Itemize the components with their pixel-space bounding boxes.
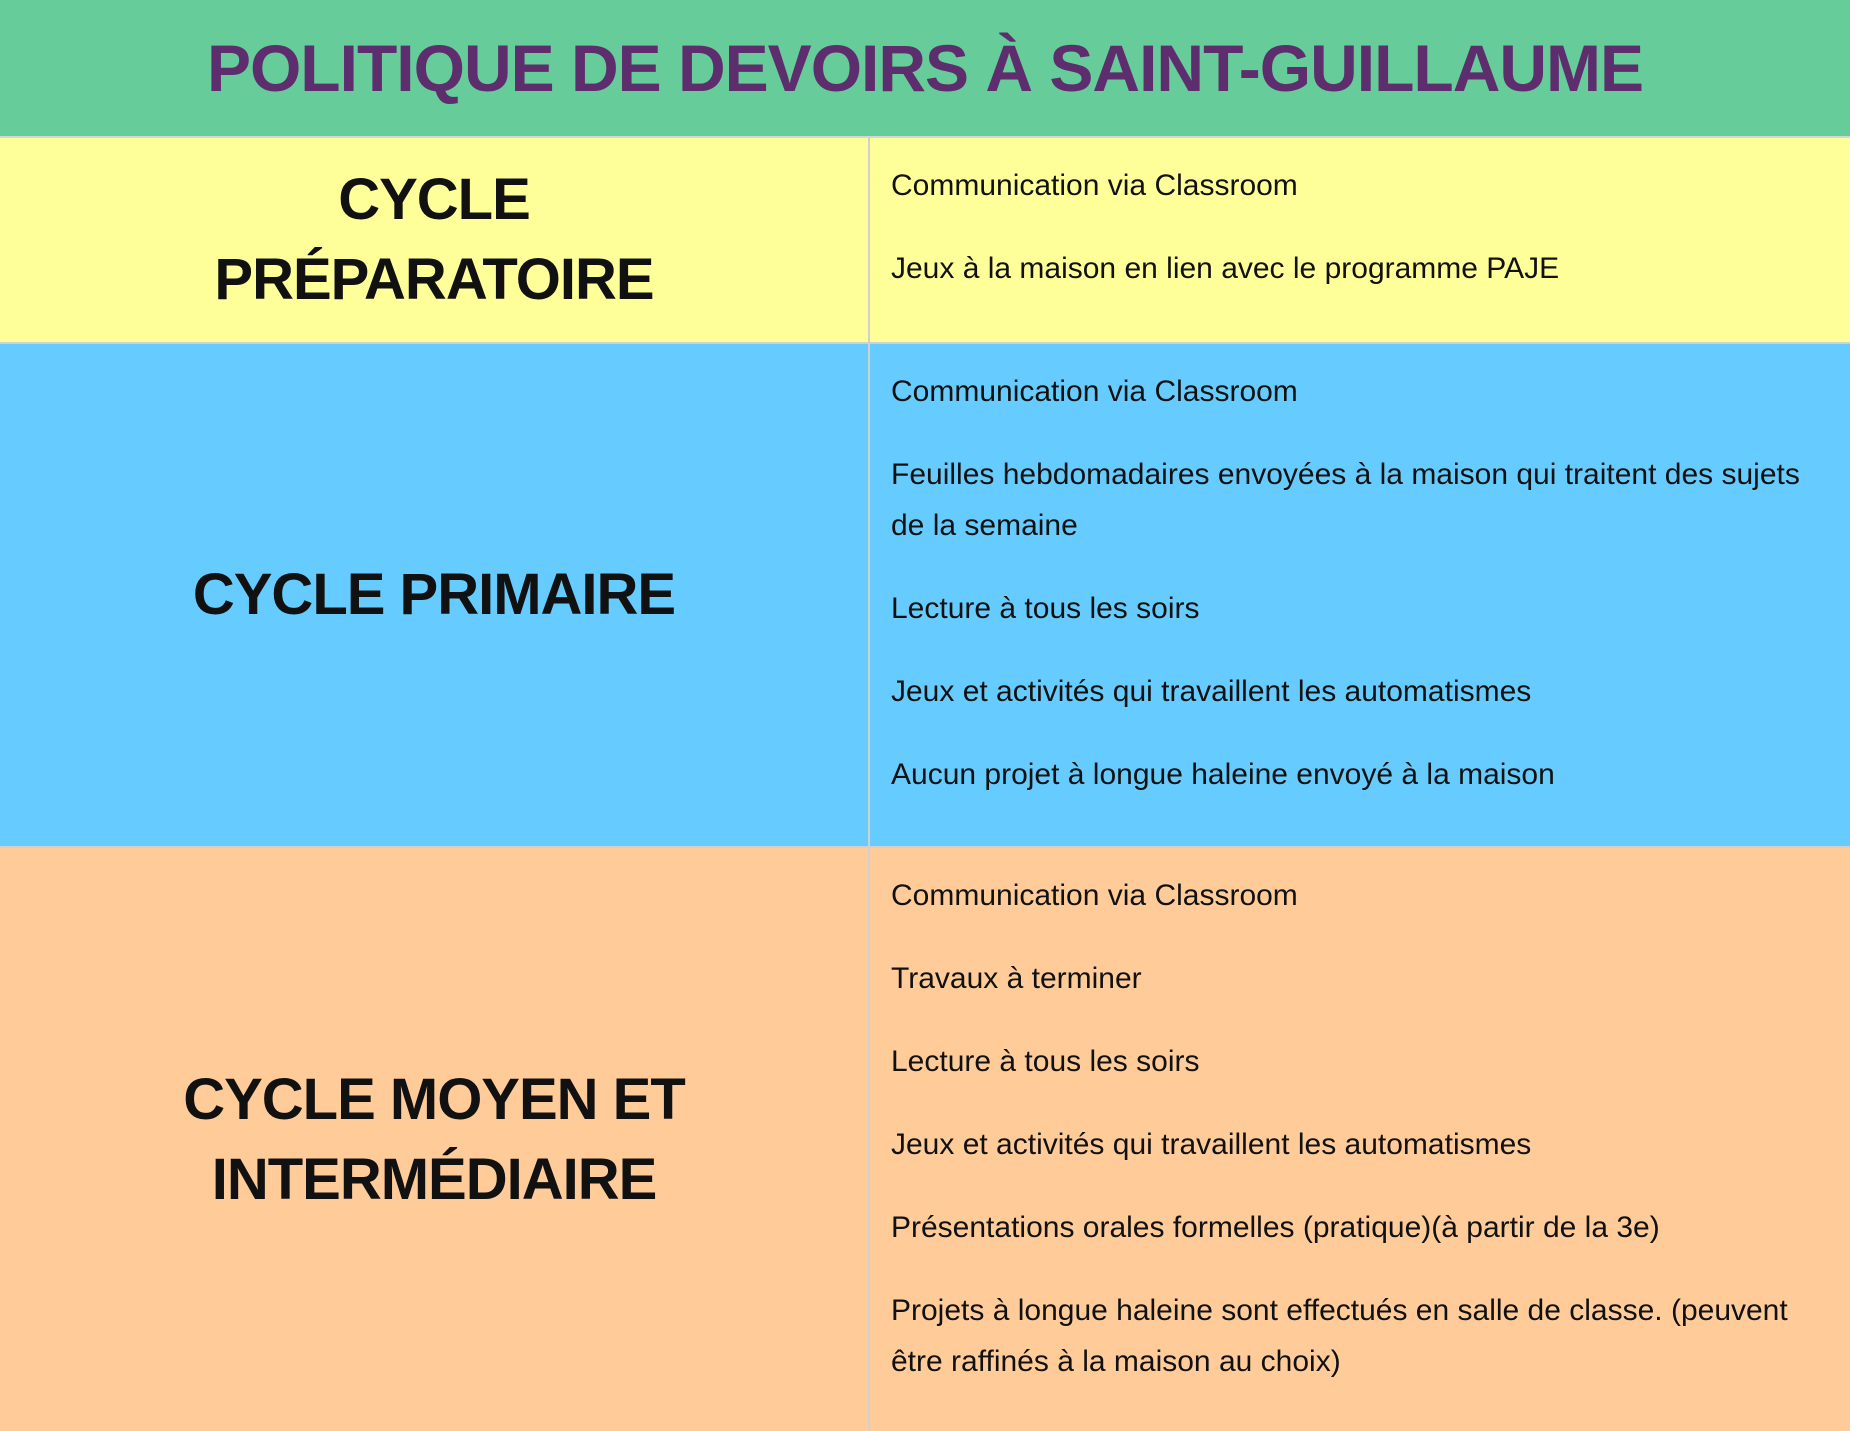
- list-item: Communication via Classroom: [891, 879, 1298, 912]
- list-item: Jeux à la maison en lien avec le programme PAJE: [891, 252, 1560, 285]
- cycle-name: CYCLE PRÉPARATOIRE: [214, 167, 654, 312]
- cycle-row-primaire: [0, 344, 1850, 848]
- cycle-items-list: [891, 366, 1830, 800]
- page-title: POLITIQUE DE DEVOIRS À SAINT-GUILLAUME: [206, 31, 1644, 105]
- list-item: Feuilles hebdomadaires envoyées à la maison qui traitent des sujets de la semaine: [891, 458, 1800, 542]
- cycle-name: CYCLE MOYEN ET INTERMÉDIAIRE: [183, 1066, 685, 1212]
- list-item: Jeux et activités qui travaillent les automatismes: [891, 675, 1532, 708]
- list-item: Jeux et activités qui travaillent les automatismes: [891, 1128, 1532, 1161]
- cycle-row-moyen-intermediaire: [0, 848, 1850, 1431]
- cycle-name-cell: [0, 848, 870, 1431]
- list-item: Aucun projet à longue haleine envoyé à la maison: [891, 758, 1555, 791]
- list-item: Lecture à tous les soirs: [891, 592, 1200, 625]
- list-item: Présentations orales formelles (pratique)(à partir de la 3e): [891, 1211, 1660, 1244]
- list-item: Travaux à terminer: [891, 962, 1142, 995]
- list-item: Communication via Classroom: [891, 375, 1298, 408]
- list-item: Projets à longue haleine sont effectués en salle de classe. (peuvent être raffinés à la maison au choix): [891, 1294, 1788, 1378]
- cycle-name: CYCLE PRIMAIRE: [192, 562, 676, 627]
- cycle-items-cell: [870, 344, 1850, 846]
- page-header: [0, 0, 1850, 138]
- cycle-items-list: [891, 160, 1830, 294]
- cycle-name-cell: [0, 138, 870, 342]
- cycle-items-cell: [870, 848, 1850, 1431]
- cycle-items-list: [891, 870, 1830, 1387]
- list-item: Lecture à tous les soirs: [891, 1045, 1200, 1078]
- cycle-items-cell: [870, 138, 1850, 342]
- cycle-name-cell: [0, 344, 870, 846]
- list-item: Communication via Classroom: [891, 169, 1298, 202]
- cycle-row-preparatoire: [0, 138, 1850, 344]
